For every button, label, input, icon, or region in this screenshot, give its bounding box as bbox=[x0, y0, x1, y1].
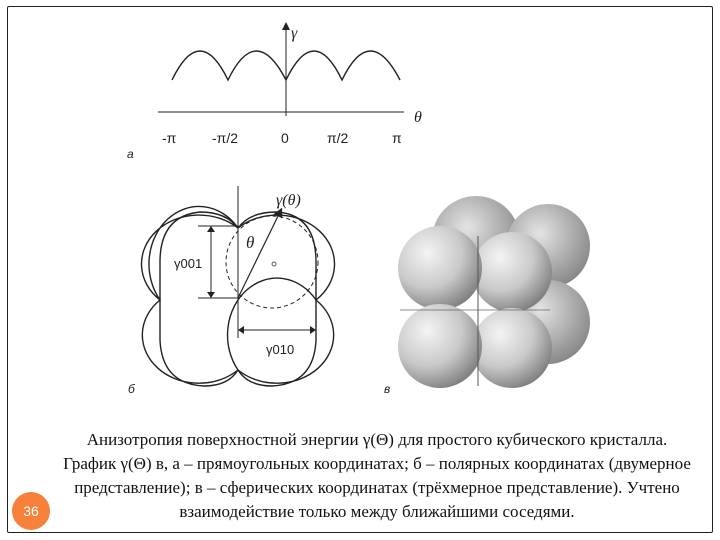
slide-number-badge bbox=[12, 492, 50, 530]
graph-b-angle-label: θ bbox=[246, 233, 255, 252]
sphere-front-top-right bbox=[472, 232, 552, 312]
graph-b-gamma001-label: γ001 bbox=[174, 256, 203, 271]
graph-a-tick-4: π/2 bbox=[327, 130, 349, 146]
graph-a-tick-1: -π bbox=[162, 130, 177, 146]
figure-caption: Анизотропия поверхностной энергии γ(Θ) для простого кубического кристалла. График γ(Θ) в, а – прямоугольных координатах; б – полярных координатах (двумерное представление); в – сферических координатах (трёхмерное представление). Учтено взаимодействие только между ближайшими соседями. bbox=[63, 430, 691, 521]
graph-b-radius-arrow bbox=[238, 212, 280, 298]
graph-b-curve-label: γ(θ) bbox=[276, 192, 301, 209]
graph-b-gamma010-label: γ010 bbox=[266, 342, 295, 357]
graph-a bbox=[127, 25, 422, 161]
graph-a-tick-5: π bbox=[392, 130, 402, 146]
sphere-front-top-left bbox=[398, 226, 482, 310]
graph-a-y-label: γ bbox=[291, 25, 298, 42]
graph-a-panel-label: а bbox=[127, 147, 134, 161]
graph-c bbox=[384, 196, 590, 396]
graph-a-tick-3: 0 bbox=[281, 130, 289, 146]
sphere-front-bottom-left bbox=[398, 304, 482, 388]
graph-a-tick-2: -π/2 bbox=[212, 130, 238, 146]
graph-c-panel-label: в bbox=[384, 382, 391, 396]
graph-a-x-label: θ bbox=[414, 109, 422, 126]
graph-b bbox=[128, 186, 335, 396]
slide-number: 36 bbox=[23, 503, 39, 519]
sphere-front-bottom-right bbox=[472, 308, 552, 388]
graph-b-center-dot bbox=[272, 262, 276, 266]
graph-b-panel-label: б bbox=[128, 382, 135, 396]
